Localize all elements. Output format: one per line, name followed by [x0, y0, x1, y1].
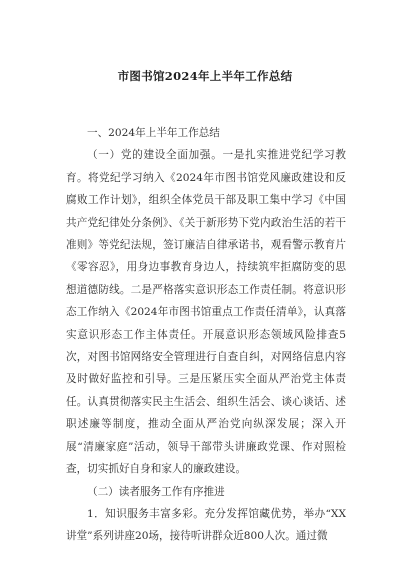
subsection-heading-reader-service: （二）读者服务工作有序推进	[87, 485, 225, 498]
body-paragraph-knowledge-service: 1．知识服务丰富多彩。充分发挥馆藏优势，举办“XX讲堂”系列讲座20场，接待听讲群众近800人次。通过微	[66, 507, 346, 543]
body-paragraph-party-building: （一）党的建设全面加强。一是扎实推进党纪学习教育。将党纪学习纳入《2024年市图书馆党风廉政建设和反腐败工作计划》，组织全体党员干部及职工集中学习《中国共产党纪律处分条例》、《关于新形势下党内政治生活的若干准则》等党纪法规，签订廉洁自律承诺书，观看警示教育片《零容忍》，用身边事教育身边人，持续筑牢拒腐防变的思想道德防线。二是严格落实意识形态工作责任制。将意识形态工作纳入《2024年市图书馆重点工作责任清单》，认真落实意识形态工作主体责任。开展意识形态领域风险排查5次，对图书馆网络安全管理进行自查自纠，对网络信息内容及时做好监控和引导。三是压紧压实全面从严治党主体责任。认真贯彻落实民主生活会、组织生活会、谈心谈话、述职述廉等制度，推动全面从严治党向纵深发展；深入开展“清廉家庭”活动，领导干部带头讲廉政党课、作对照检查，切实抓好自身和家人的廉政建设。	[66, 149, 346, 476]
document-body	[66, 122, 346, 548]
document-title: 市图书馆2024年上半年工作总结	[117, 69, 293, 83]
section-heading: 一、2024年上半年工作总结	[87, 127, 220, 139]
